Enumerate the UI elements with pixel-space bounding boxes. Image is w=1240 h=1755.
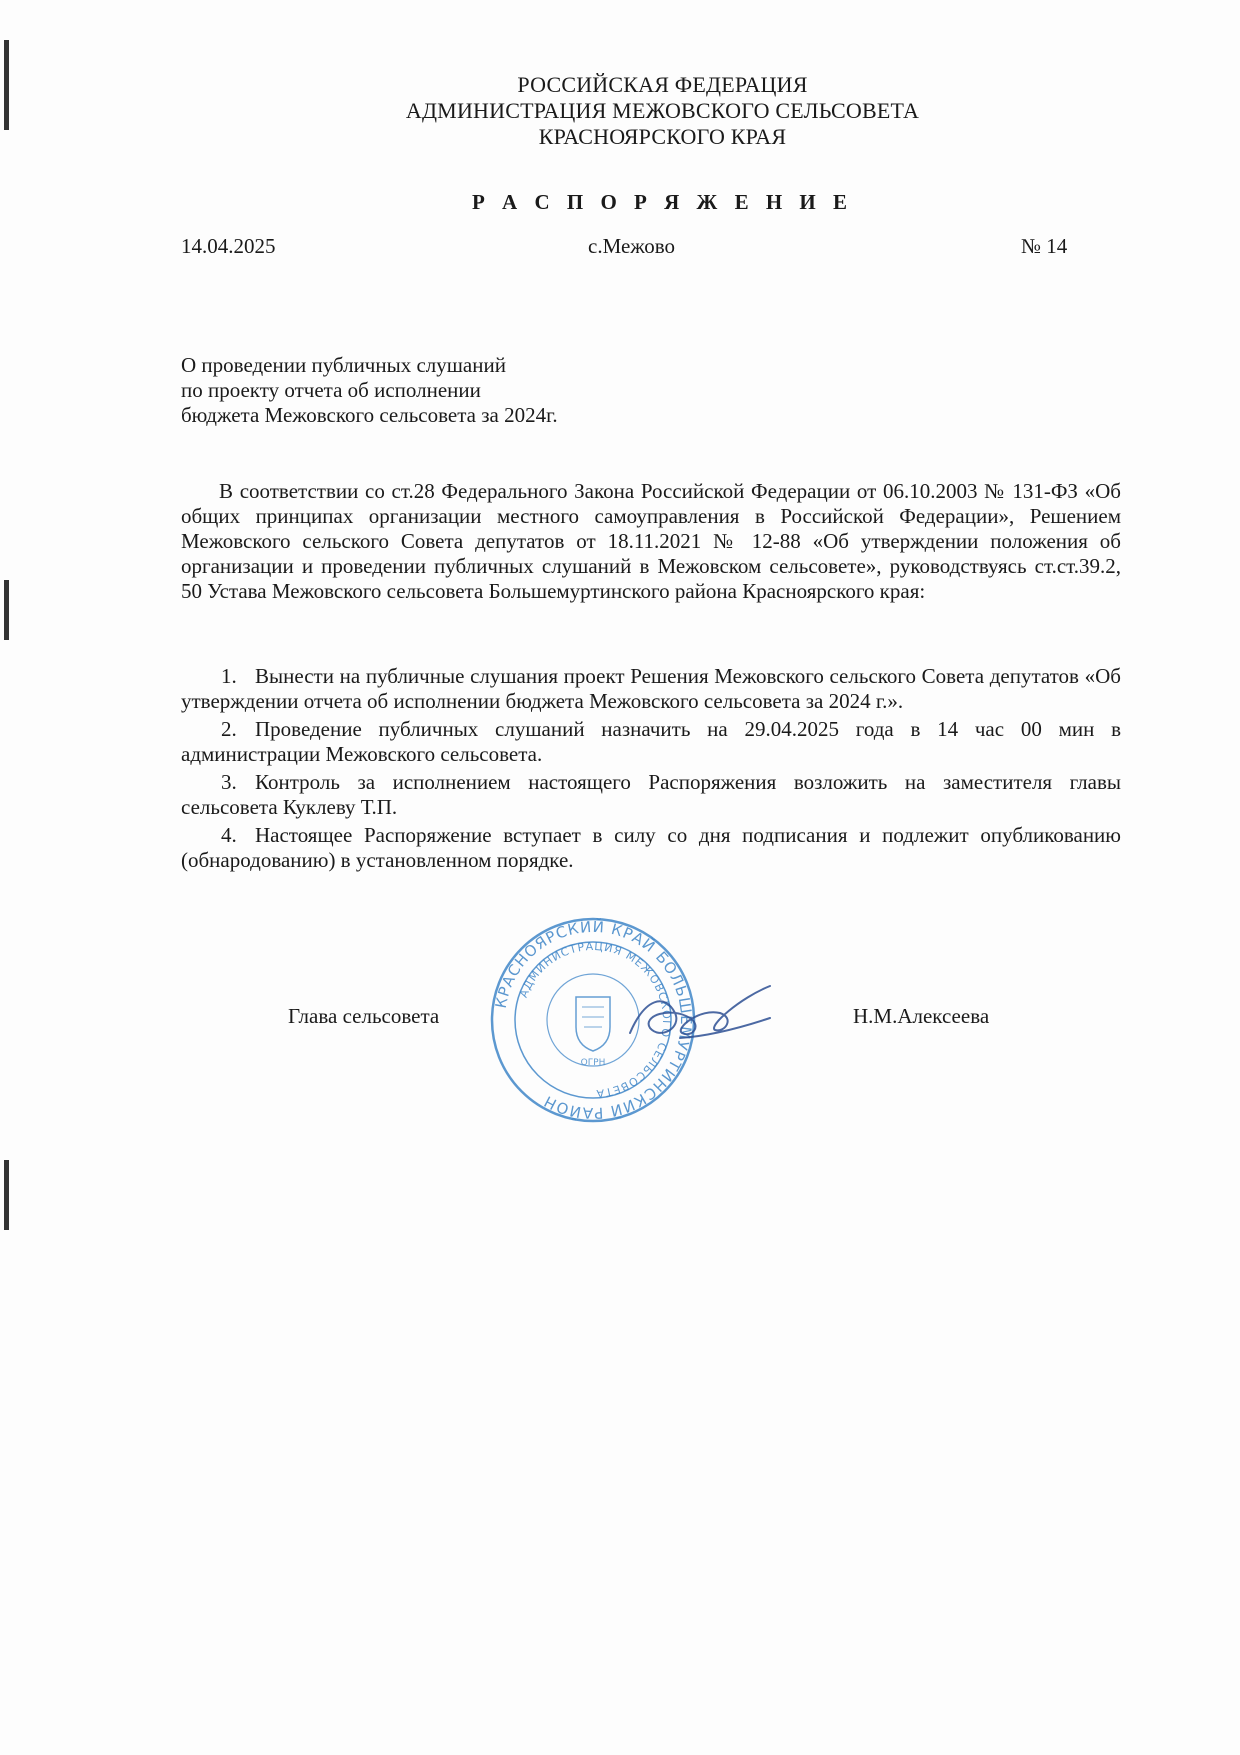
signatory-name: Н.М.Алексеева — [853, 1004, 990, 1028]
list-item — [181, 770, 1121, 820]
document-subject — [181, 353, 558, 428]
item-number: 1. — [221, 664, 237, 688]
document-header — [0, 72, 1240, 150]
item-text: Настоящее Распоряжение вступает в силу со дня подписания и подлежит опубликованию (обнародованию) в установленном порядке. — [181, 823, 1121, 872]
handwritten-signature — [620, 978, 780, 1058]
list-item — [181, 823, 1121, 873]
preamble-text: В соответствии со ст.28 Федерального Закона Российской Федерации от 06.10.2003 № 131-ФЗ «Об общих принципах организации местного самоуправления в Российской Федерации», Решением Межовского сельского Совета депутатов от 18.11.2021 № 12-88 «Об утверждении положения об организации и проведении публичных слушаний в Межовском сельсовете», руководствуясь ст.ст.39.2, 50 Устава Межовского сельсовета Большемуртинского района Красноярского края: — [181, 479, 1121, 603]
document-type-title: Р А С П О Р Я Ж Е Н И Е — [471, 190, 854, 214]
order-items — [181, 664, 1121, 876]
list-item — [181, 717, 1121, 767]
document-place: с.Межово — [588, 234, 676, 258]
seal-outer-text: КРАСНОЯРСКИЙ КРАЙ БОЛЬШЕМУРТИНСКИЙ РАЙОН — [491, 917, 696, 1123]
header-line-3: КРАСНОЯРСКОГО КРАЯ — [538, 124, 787, 149]
subject-line-2: по проекту отчета об исполнении — [181, 378, 481, 402]
item-text: Контроль за исполнением настоящего Распоряжения возложить на заместителя главы сельсовета Куклеву Т.П. — [181, 770, 1121, 819]
subject-line-1: О проведении публичных слушаний — [181, 353, 506, 377]
document-date: 14.04.2025 — [181, 234, 276, 258]
seal-inner-text: АДМИНИСТРАЦИЯ МЕЖОВСКОГО СЕЛЬСОВЕТА — [516, 939, 674, 1101]
list-item — [181, 664, 1121, 714]
scan-edge-mark — [4, 1160, 9, 1230]
scan-edge-mark — [4, 580, 9, 640]
subject-line-3: бюджета Межовского сельсовета за 2024г. — [181, 403, 558, 427]
signatory-position: Глава сельсовета — [288, 1004, 440, 1028]
seal-ogrn-label: ОГРН — [580, 1058, 606, 1068]
item-number: 2. — [221, 717, 237, 741]
item-text: Вынести на публичные слушания проект Решения Межовского сельского Совета депутатов «Об утверждении отчета об исполнении бюджета Межовского сельсовета за 2024 г.». — [181, 664, 1121, 713]
header-line-2: АДМИНИСТРАЦИЯ МЕЖОВСКОГО СЕЛЬСОВЕТА — [405, 98, 920, 123]
item-text: Проведение публичных слушаний назначить на 29.04.2025 года в 14 час 00 мин в администрации Межовского сельсовета. — [181, 717, 1121, 766]
item-number: 4. — [221, 823, 237, 847]
header-line-1: РОССИЙСКАЯ ФЕДЕРАЦИЯ — [517, 72, 808, 97]
preamble — [181, 479, 1121, 604]
item-number: 3. — [221, 770, 237, 794]
document-number: № 14 — [1021, 234, 1068, 258]
